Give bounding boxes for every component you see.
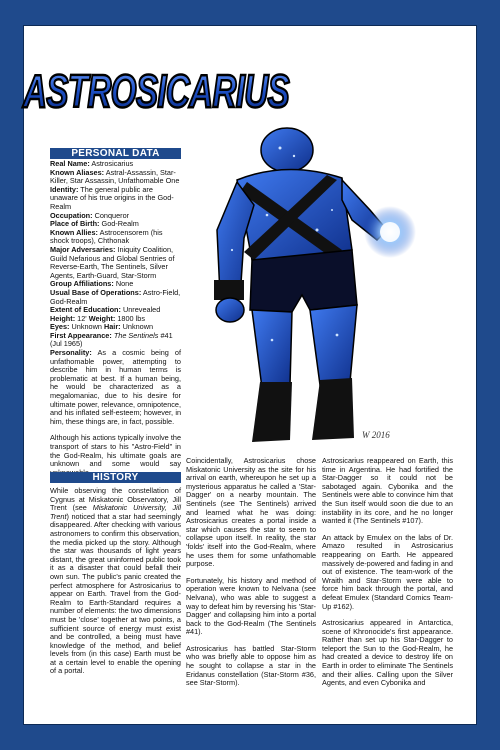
transport-paragraph: Although his actions typically involve the transport of stars to his "Astro-Field" in the God-Realm, his ultimate goals are unknown and some would say bbox=[50, 433, 181, 469]
history-paragraph: Fortunately, his history and method of operation were known to Nelvana (see Nelvana), who was able to suggest a way to defeat him by reversing his 'Star-Dagger' and collapsing him into a portal back to the God-Realm (The Sentinels #41). bbox=[186, 575, 316, 637]
real-name-row: Real Name: Astrosicarius bbox=[50, 159, 134, 168]
personal-data-block bbox=[50, 160, 181, 477]
personality-row: Personality: As a cosmic being of unfathomable power, attempting to describe him in human terms is problematic at best. If a human being, he would be characterized as a megalomaniac, due to his desire for ultimate power, relevance, omnipotence, and his inflated self-esteem; however, in him, these things are, in fact, possible. bbox=[50, 348, 182, 426]
history-paragraph: Astrosicarius appeared in Antarctica, scene of Khronocide's first appearance. Rather than set up his Star-Dagger to teleport the Sun to the God-Realm, he had created a device to destroy life on Earth in order to eliminate The Sentinels and their allies. Calling upon the Silver Agents, and even Cybonika and bbox=[322, 618, 453, 688]
first-appearance-row: First Appearance: The Sentinels #41 (Jul 1965) bbox=[50, 330, 173, 349]
affiliations-row: Group Affiliations: None bbox=[50, 279, 134, 289]
education-row: Extent of Education: Unrevealed bbox=[50, 305, 161, 315]
history-column-2 bbox=[186, 457, 316, 696]
history-column-3 bbox=[322, 457, 453, 696]
aliases-row: Known Aliases: Astral-Assassin, Star-Killer, Star Assassin, Unfathomable One bbox=[50, 167, 180, 186]
history-header: HISTORY bbox=[50, 472, 181, 483]
history-paragraph: Coincidentally, Astrosicarius chose Miskatonic University as the site for his arrival on earth, whereupon he set up a mysterious apparatus he called a 'Star-Dagger' on a nearby mountain. The Sentinels (see The Sentinels) arrived and learned what he was doing: Astrosicarius creates a portal inside a star which causes the star to seem to collapse upon itself. In reality, the star 'folds' itself into the God-Realm, where he uses them for some unfathomable purpose. bbox=[186, 456, 316, 569]
artist-signature: W 2016 bbox=[362, 430, 390, 440]
allies-row: Known Allies: Astrocensorem (his shock troops), Chthonak bbox=[50, 227, 163, 246]
identity-row: Identity: The general public are unaware of his true origins in the God-Realm bbox=[50, 184, 174, 211]
eyes-hair-row: Eyes: Unknown Hair: Unknown bbox=[50, 322, 154, 332]
occupation-row: Occupation: Conqueror bbox=[50, 210, 130, 220]
title-text: ASTROSICARIUS bbox=[22, 65, 290, 117]
history-column-1 bbox=[50, 487, 181, 684]
history-paragraph: While observing the constellation of Cygnus at Miskatonic Observatory, Jill Trent (see Miskatonic University, Jill Trent) noticed that a star had seemingly disappeared. After checking with various astronomers to confirm this observation, the media picked up the story. Although the star was thousands of light years distant, the great uninformed public took it as a disaster that could befall their own sun. The public's panic created the perfect atmosphere for Astrosicarius to appear on Earth. Travel from the God-Realm to Earth-Standard requires a number of elements: the two dimensions must be 'close' together at two points, a sufficient source of energy must exist and be controlled, a being must have knowledge of the method, and belief levels from (in this case) Earth must be at a certain level to enable the opening of a portal. bbox=[50, 486, 182, 676]
history-paragraph: An attack by Emulex on the labs of Dr. Amazo resulted in Astrosicarius reappearing on Earth. He appeared massively de-powered and fading in and out of existence. The team-work of the Wraith and Star-Storm were able to force him back through the portal, and defeat Emulex (Standard Comics Team-Up #162). bbox=[322, 532, 453, 611]
base-row: Usual Base of Operations: Astro-Field, God-Realm bbox=[50, 287, 181, 306]
history-paragraph: Astrosicarius has battled Star-Storm who was briefly able to oppose him as he sought to collapse a star in the Eridanus constellation (Star-Storm #36, see Star-Storm). bbox=[186, 643, 316, 688]
personal-data-header: PERSONAL DATA bbox=[50, 148, 181, 159]
birthplace-row: Place of Birth: God-Realm bbox=[50, 219, 139, 229]
height-weight-row: Height: 12' Weight: 1800 lbs bbox=[50, 313, 145, 323]
history-paragraph: Astrosicarius reappeared on Earth, this time in Argentina. He had fortified the Star-Dagger so it could not be sabotaged again. Cybonika and the Sentinels were able to convince him that the Sun itself would soon die due to an instability in its core, and he no longer wanted it (The Sentinels #107). bbox=[322, 456, 453, 526]
title-logo bbox=[19, 47, 294, 127]
adversaries-row: Major Adversaries: Iniquity Coalition, Guild Nefarious and Global Sentries of Reverse-Earth, The Sentinels, Silver Agents, Earth-Guard, Star-Storm bbox=[50, 244, 175, 280]
character-illustration bbox=[192, 120, 417, 450]
